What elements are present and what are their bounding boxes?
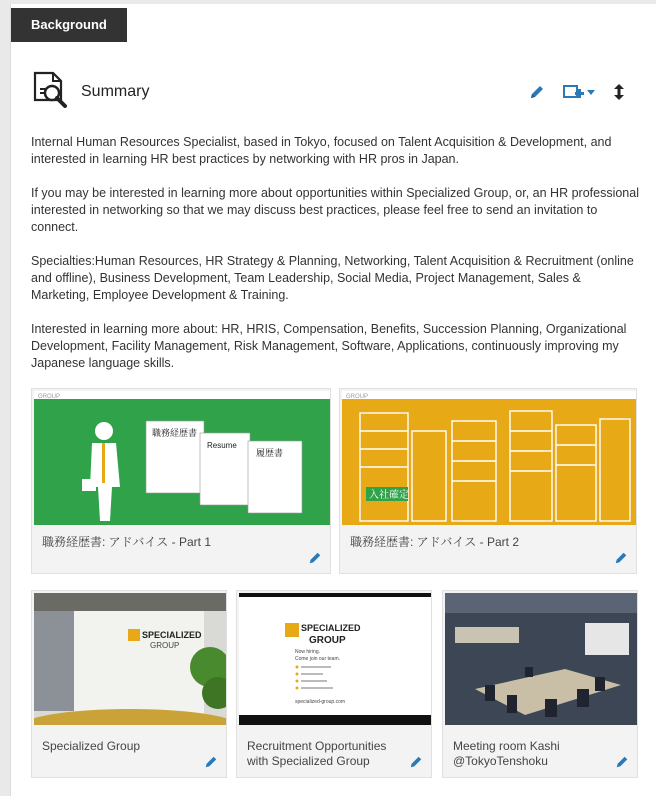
svg-text:GROUP: GROUP bbox=[38, 394, 61, 400]
pencil-icon[interactable] bbox=[615, 755, 629, 769]
section-tab-background: Background bbox=[11, 8, 127, 42]
svg-text:GROUP: GROUP bbox=[346, 394, 369, 400]
pencil-icon[interactable] bbox=[614, 551, 628, 565]
media-caption: Recruitment Opportunities with Specialized Group bbox=[247, 739, 387, 768]
media-caption: 職務経歴書: アドバイス - Part 2 bbox=[350, 535, 519, 549]
media-tile-resume-part1[interactable] bbox=[31, 388, 331, 574]
thumb-label: 入社確定 bbox=[369, 490, 409, 501]
summary-paragraph: Interested in learning more about: HR, HRIS, Compensation, Benefits, Succession Planning, Organizational Development, Facility Management, Risk Management, Software, Applications, continuously improving my Japanese language skills. bbox=[31, 322, 627, 370]
media-tile-resume-part2[interactable] bbox=[339, 388, 637, 574]
background-section bbox=[10, 4, 656, 796]
thumb-label: Come join our team. bbox=[295, 656, 341, 662]
media-tile-specialized-group[interactable] bbox=[31, 590, 227, 778]
summary-title: Summary bbox=[81, 83, 150, 100]
thumb-label: 履歴書 bbox=[256, 448, 284, 458]
summary-actions bbox=[529, 82, 639, 102]
media-caption: Specialized Group bbox=[42, 739, 141, 753]
media-thumbnail bbox=[239, 593, 431, 725]
document-search-icon bbox=[31, 70, 69, 110]
summary-text bbox=[31, 134, 641, 389]
media-thumbnail bbox=[445, 593, 637, 725]
pencil-icon[interactable] bbox=[529, 82, 545, 102]
media-caption: Meeting room Kashi @TokyoTenshoku bbox=[453, 739, 560, 768]
summary-header bbox=[31, 70, 631, 114]
media-thumbnail bbox=[342, 391, 636, 525]
thumb-label: GROUP bbox=[309, 635, 346, 646]
vertical-arrows-icon[interactable] bbox=[613, 82, 625, 102]
pencil-icon[interactable] bbox=[409, 755, 423, 769]
media-tile-meeting-room[interactable] bbox=[442, 590, 638, 778]
media-tile-recruitment-opportunities[interactable] bbox=[236, 590, 432, 778]
pencil-icon[interactable] bbox=[204, 755, 218, 769]
media-caption: 職務経歴書: アドバイス - Part 1 bbox=[42, 535, 211, 549]
thumb-label: 職務経歴書 bbox=[152, 428, 198, 438]
thumb-label: Resume bbox=[207, 441, 237, 450]
add-media-icon[interactable] bbox=[563, 82, 597, 102]
thumb-label: SPECIALIZED bbox=[142, 630, 202, 640]
media-thumbnail bbox=[34, 391, 330, 525]
summary-paragraph: Internal Human Resources Specialist, based in Tokyo, focused on Talent Acquisition & Development, and interested in learning HR best practices by networking with HR pros in Japan. bbox=[31, 135, 612, 166]
summary-paragraph: Specialties:Human Resources, HR Strategy & Planning, Networking, Talent Acquisition & Recruitment (online and offline), Business Development, Team Leadership, Social Media, Project Management, Sales & Marketing, Employee Development & Training. bbox=[31, 254, 634, 302]
thumb-label: specialized-group.com bbox=[295, 699, 346, 705]
pencil-icon[interactable] bbox=[308, 551, 322, 565]
summary-paragraph: If you may be interested in learning more about opportunities within Specialized Group, or, an HR professional interested in networking so that we may discuss best practices, please feel free to send an invitation to connect. bbox=[31, 186, 639, 234]
thumb-label: Now hiring. bbox=[295, 649, 321, 655]
thumb-label: GROUP bbox=[150, 641, 180, 650]
thumb-label: SPECIALIZED bbox=[301, 623, 361, 633]
media-thumbnail bbox=[34, 593, 226, 725]
